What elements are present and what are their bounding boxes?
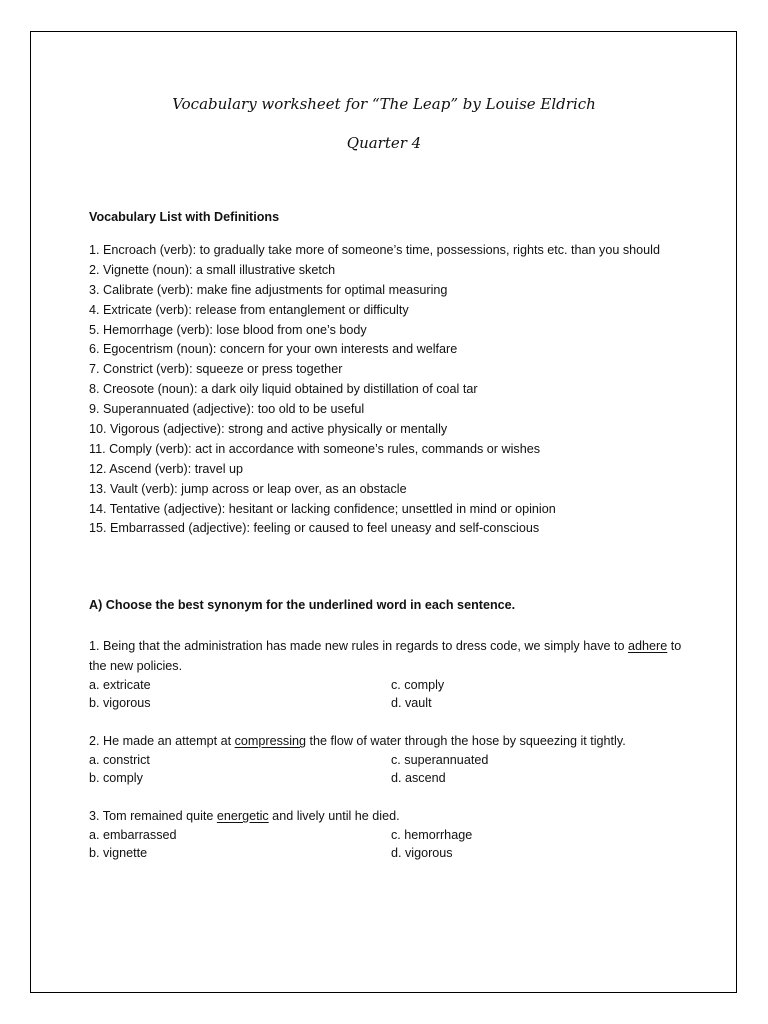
- vocab-item: 2. Vignette (noun): a small illustrative sketch: [89, 262, 336, 277]
- vocab-item: 9. Superannuated (adjective): too old to be useful: [89, 402, 365, 417]
- vocab-item: 8. Creosote (noun): a dark oily liquid obtained by distillation of coal tar: [89, 382, 478, 397]
- question-text-before: 1. Being that the administration has made new rules in regards to dress code, we simply have to: [89, 639, 629, 653]
- underlined-word: energetic: [216, 809, 269, 823]
- question-3-text: [89, 806, 689, 826]
- worksheet-title: Vocabulary worksheet for “The Leap” by Louise Eldrich: [172, 95, 596, 113]
- worksheet-subtitle: Quarter 4: [346, 134, 422, 152]
- question-1: [89, 636, 689, 712]
- vocab-item: 14. Tentative (adjective): hesitant or lacking confidence; unsettled in mind or opinion: [89, 501, 556, 516]
- vocab-item: 5. Hemorrhage (verb): lose blood from one’s body: [89, 322, 367, 337]
- question-2: [89, 731, 689, 787]
- question-text-before: 2. He made an attempt at: [89, 734, 235, 748]
- option-d: d. ascend: [391, 771, 446, 785]
- option-b: b. vignette: [89, 846, 148, 860]
- option-a: a. embarrassed: [89, 828, 177, 842]
- option-c: c. hemorrhage: [391, 828, 473, 842]
- question-3: [89, 806, 689, 862]
- vocab-item: 12. Ascend (verb): travel up: [89, 461, 244, 476]
- vocab-list: [89, 241, 660, 539]
- answer-options: [89, 751, 689, 787]
- question-1-text: [89, 636, 689, 676]
- option-b: b. vigorous: [89, 696, 151, 710]
- vocab-item: 11. Comply (verb): act in accordance with someone’s rules, commands or wishes: [89, 441, 540, 456]
- answer-options: [89, 826, 689, 862]
- option-b: b. comply: [89, 771, 143, 785]
- underlined-word: adhere: [628, 639, 668, 653]
- underlined-word: compressing: [234, 734, 307, 748]
- vocab-item: 6. Egocentrism (noun): concern for your own interests and welfare: [89, 342, 458, 357]
- vocab-item: 15. Embarrassed (adjective): feeling or caused to feel uneasy and self-conscious: [89, 521, 540, 536]
- option-c: c. superannuated: [391, 753, 489, 767]
- answer-options: [89, 676, 689, 712]
- vocab-item: 10. Vigorous (adjective): strong and active physically or mentally: [89, 422, 448, 437]
- vocab-item: 4. Extricate (verb): release from entanglement or difficulty: [89, 302, 409, 317]
- question-text-after: to the new policies.: [89, 639, 682, 673]
- question-text-after: and lively until he died.: [268, 809, 400, 823]
- option-d: d. vault: [391, 696, 432, 710]
- vocab-item: 13. Vault (verb): jump across or leap over, as an obstacle: [89, 481, 407, 496]
- vocab-item: 7. Constrict (verb): squeeze or press together: [89, 362, 343, 377]
- section-a-heading: A) Choose the best synonym for the underlined word in each sentence.: [89, 598, 516, 612]
- question-text-after: the flow of water through the hose by squeezing it tightly.: [306, 734, 626, 748]
- vocab-item: 1. Encroach (verb): to gradually take more of someone’s time, possessions, rights etc. than you should: [89, 243, 660, 257]
- vocab-heading: Vocabulary List with Definitions: [89, 210, 280, 224]
- option-d: d. vigorous: [391, 846, 453, 860]
- vocab-item: 3. Calibrate (verb): make fine adjustments for optimal measuring: [89, 282, 448, 297]
- option-a: a. extricate: [89, 678, 151, 692]
- question-text-before: 3. Tom remained quite: [89, 809, 217, 823]
- question-2-text: [89, 731, 689, 751]
- option-a: a. constrict: [89, 753, 150, 767]
- option-c: c. comply: [391, 678, 445, 692]
